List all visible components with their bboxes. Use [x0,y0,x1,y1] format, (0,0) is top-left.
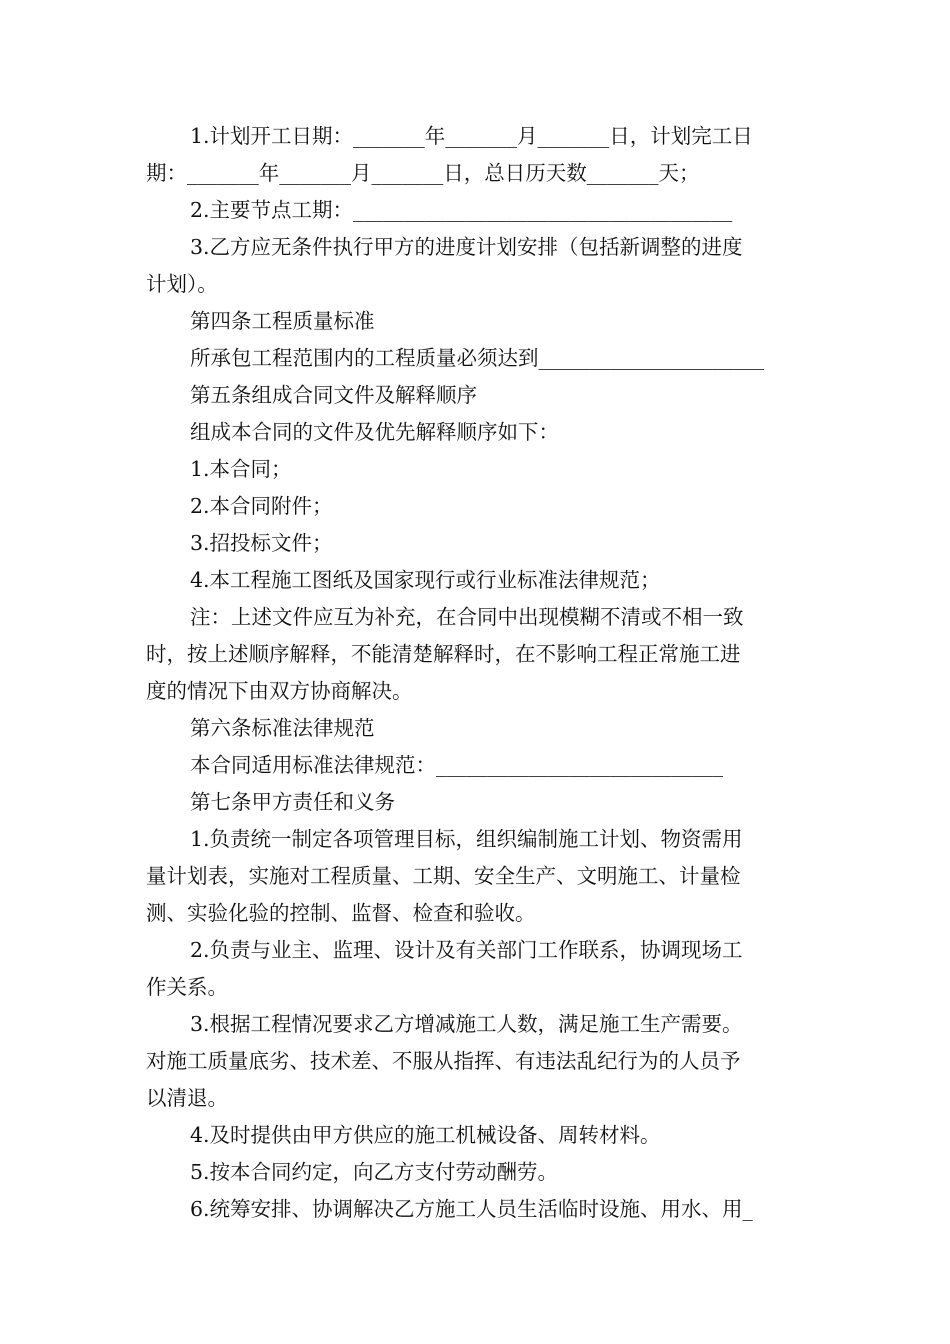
paragraph-applicable-standards [146,747,808,784]
text-line: 1.本合同； [190,457,292,481]
paragraph-duty-1-cont-2 [146,895,808,932]
paragraph-duty-3-cont-1 [146,1043,808,1080]
list-item-2 [146,488,808,525]
text-line: 第七条甲方责任和义务 [190,790,395,814]
text-line: 第六条标准法律规范 [190,716,375,740]
paragraph-milestone-dates [146,192,808,229]
heading-article-5 [146,377,808,414]
text-line: 1.计划开工日期：_______年_______月_______日，计划完工日 [190,124,753,148]
paragraph-quality-requirement [146,340,808,377]
paragraph-duty-6 [146,1191,808,1228]
paragraph-duty-3 [146,1006,808,1043]
text-line: 注：上述文件应互为补充，在合同中出现模糊不清或不相一致 [190,605,744,629]
list-item-1 [146,451,808,488]
document-body [146,118,808,1228]
text-line: 第四条工程质量标准 [190,309,375,333]
text-line: 所承包工程范围内的工程质量必须达到______________________ [190,346,764,370]
heading-article-6 [146,710,808,747]
paragraph-duty-2 [146,932,808,969]
paragraph-note-cont-2 [146,673,808,710]
paragraph-note-cont-1 [146,636,808,673]
paragraph-document-order-intro [146,414,808,451]
text-line: 量计划表，实施对工程质量、工期、安全生产、文明施工、计量检 [146,864,741,888]
paragraph-note [146,599,808,636]
paragraph-planned-dates-cont [146,155,808,192]
paragraph-duty-4 [146,1117,808,1154]
text-line: 测、实验化验的控制、监督、检查和验收。 [146,901,536,925]
list-item-4 [146,562,808,599]
text-line: 组成本合同的文件及优先解释顺序如下： [190,420,559,444]
text-line: 6.统筹安排、协调解决乙方施工人员生活临时设施、用水、用_ [190,1197,753,1221]
heading-article-4 [146,303,808,340]
text-line: 2.主要节点工期：_____________________________________ [190,198,733,222]
text-line: 2.本合同附件； [190,494,333,518]
text-line: 2.负责与业主、监理、设计及有关部门工作联系，协调现场工 [190,938,743,962]
text-line: 1.负责统一制定各项管理目标，组织编制施工计划、物资需用 [190,827,743,851]
text-line: 计划）。 [146,272,218,296]
text-line: 本合同适用标准法律规范：____________________________ [190,753,723,777]
text-line: 3.招投标文件； [190,531,333,555]
paragraph-planned-dates [146,118,808,155]
text-line: 3.根据工程情况要求乙方增减施工人数，满足施工生产需要。 [190,1012,743,1036]
list-item-3 [146,525,808,562]
paragraph-duty-1 [146,821,808,858]
text-line: 时，按上述顺序解释，不能清楚解释时，在不影响工程正常施工进 [146,642,741,666]
paragraph-schedule-compliance-cont [146,266,808,303]
text-line: 第五条组成合同文件及解释顺序 [190,383,477,407]
text-line: 4.本工程施工图纸及国家现行或行业标准法律规范； [190,568,661,592]
paragraph-duty-2-cont [146,969,808,1006]
paragraph-duty-5 [146,1154,808,1191]
text-line: 5.按本合同约定，向乙方支付劳动酬劳。 [190,1160,559,1184]
text-line: 作关系。 [146,975,228,999]
text-line: 以清退。 [146,1086,228,1110]
text-line: 度的情况下由双方协商解决。 [146,679,413,703]
text-line: 4.及时提供由甲方供应的施工机械设备、周转材料。 [190,1123,661,1147]
paragraph-schedule-compliance [146,229,808,266]
text-line: 对施工质量底劣、技术差、不服从指挥、有违法乱纪行为的人员予 [146,1049,741,1073]
text-line: 期：_______年_______月_______日，总日历天数_______天； [146,161,700,185]
paragraph-duty-1-cont-1 [146,858,808,895]
paragraph-duty-3-cont-2 [146,1080,808,1117]
text-line: 3.乙方应无条件执行甲方的进度计划安排（包括新调整的进度 [190,235,743,259]
heading-article-7 [146,784,808,821]
